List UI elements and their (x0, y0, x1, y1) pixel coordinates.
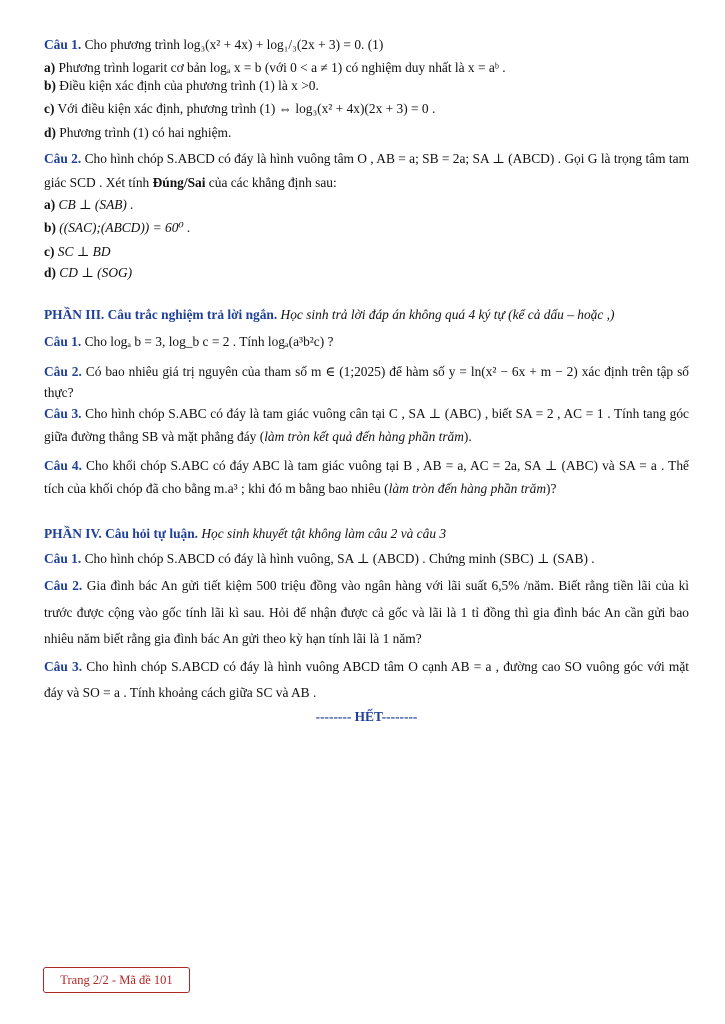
part-4-heading (44, 525, 689, 542)
question-3 (44, 654, 689, 706)
question-text: Cho hình chóp S.ABCD có đáy là hình vuông ABCD tâm O cạnh AB = a , đường cao SO vuông góc với mặt đáy và SO = a . Tính khoảng cách giữa SC và AB . (44, 658, 689, 700)
statement-label: a) (44, 197, 56, 213)
statement-text: Điều kiện xác định của phương trình (1) là x >0. (59, 77, 319, 93)
question-1 (44, 550, 689, 567)
statement-text: CD ⊥ (SOG) (59, 265, 133, 281)
statement-b (44, 219, 689, 236)
question-2 (44, 361, 689, 404)
statement-c (44, 243, 689, 260)
question-label: Câu 2. (44, 363, 82, 379)
question-label: Câu 1. (44, 37, 82, 52)
question-2 (44, 573, 689, 651)
part-3-heading (44, 306, 689, 323)
section-note: Học sinh trả lời đáp án không quá 4 ký tự (kể cả dấu – hoặc ,) (277, 306, 615, 322)
question-text-tail: ). (463, 428, 472, 444)
exam-page (44, 36, 689, 726)
end-marker: -------- HẾT-------- (315, 709, 418, 725)
statement-d (44, 264, 689, 281)
statement-label: a) (44, 60, 56, 76)
statement-label: c) (44, 101, 55, 117)
statement-label: b) (44, 77, 56, 93)
question-label: Câu 1. (44, 550, 82, 566)
true-false-emphasis: Đúng/Sai (152, 174, 206, 190)
statement-a (44, 59, 689, 76)
section-title: PHẦN IV. Câu hỏi tự luận. (44, 525, 199, 541)
page-footer: Trang 2/2 - Mã đề 101 (43, 967, 190, 993)
statement-text: ((SAC);(ABCD)) = 60⁰ . (59, 220, 191, 236)
question-text-tail: )? (546, 481, 557, 497)
section-note: Học sinh khuyết tật không làm câu 2 và câu 3 (198, 525, 447, 541)
section-title: PHẦN III. Câu trắc nghiệm trả lời ngắn. (44, 306, 278, 322)
question-text: Cho khối chóp S.ABC có đáy ABC là tam giác vuông tại B , AB = a, AC = 2a, SA ⊥ (ABC) và SA = a . Thể tích của khối chóp đã cho bằng m.a³ ; khi đó m bằng bao nhiêu ( (44, 457, 689, 497)
question-text: Cho phương trình log₃(x² + 4x) + log₁/₃(2x + 3) = 0. (1) (84, 37, 384, 52)
statement-b (44, 77, 689, 94)
statement-text: Phương trình (1) có hai nghiệm. (59, 124, 232, 140)
question-label: Câu 2. (44, 578, 83, 594)
rounding-note: làm tròn kết quả đến hàng phần trăm (264, 428, 464, 444)
question-text: Có bao nhiêu giá trị nguyên của tham số m ∈ (1;2025) để hàm số y = ln(x² − 6x + m − 2) xác định trên tập số thực? (44, 363, 689, 400)
statement-a (44, 196, 689, 213)
question-4 (44, 454, 689, 501)
question-text: Cho hình chóp S.ABCD có đáy là hình vuông tâm O , AB = a; SB = 2a; SA ⊥ (ABCD) . Gọi G là trọng tâm tam giác SCD . Xét tính (44, 151, 689, 190)
rounding-note: làm tròn đến hàng phần trăm (388, 481, 546, 497)
question-1 (44, 333, 689, 350)
statement-label: c) (44, 243, 55, 259)
statement-label: d) (44, 265, 56, 281)
statement-text: Với điều kiện xác định, phương trình (1) ⇔ log₃(x² + 4x)(2x + 3) = 0 . (57, 101, 436, 117)
question-2 (44, 147, 689, 194)
statement-d (44, 124, 689, 141)
question-label: Câu 3. (44, 658, 83, 674)
question-text: Cho logₐ b = 3, log_b c = 2 . Tính logₐ(a³b²c) ? (84, 334, 334, 350)
statement-text: Phương trình logarit cơ bản logₐ x = b (với 0 < a ≠ 1) có nghiệm duy nhất là x = aᵇ . (58, 60, 506, 76)
question-label: Câu 3. (44, 406, 82, 422)
question-text-tail: của các khẳng định sau: (205, 174, 337, 190)
question-label: Câu 2. (44, 151, 82, 167)
statement-text: SC ⊥ BD (57, 243, 111, 259)
question-label: Câu 1. (44, 334, 82, 350)
statement-label: b) (44, 220, 56, 236)
statement-text: CB ⊥ (SAB) . (58, 197, 134, 213)
statement-label: d) (44, 124, 56, 140)
question-3 (44, 403, 689, 447)
question-text: Cho hình chóp S.ABC có đáy là tam giác vuông cân tại C , SA ⊥ (ABC) , biết SA = 2 , AC = 1 . Tính tang góc giữa đường thẳng SB và mặt phẳng đáy ( (44, 406, 689, 444)
question-text: Cho hình chóp S.ABCD có đáy là hình vuông, SA ⊥ (ABCD) . Chứng minh (SBC) ⊥ (SAB) . (84, 550, 595, 566)
question-label: Câu 4. (44, 457, 82, 473)
question-text: Gia đình bác An gửi tiết kiệm 500 triệu đồng vào ngân hàng với lãi suất 6,5% /năm. Biết rằng tiền lãi của kì trước được cộng vào gốc tính lãi kì sau. Hỏi để nhận được cả gốc và lãi là 1 tỉ đồng thì gia đình bác An cần gửi bao nhiêu năm biết rằng gia đình bác An gửi theo kỳ hạn tính lãi là 1 năm? (44, 578, 689, 646)
statement-c (44, 100, 689, 117)
question-1 (44, 36, 689, 53)
